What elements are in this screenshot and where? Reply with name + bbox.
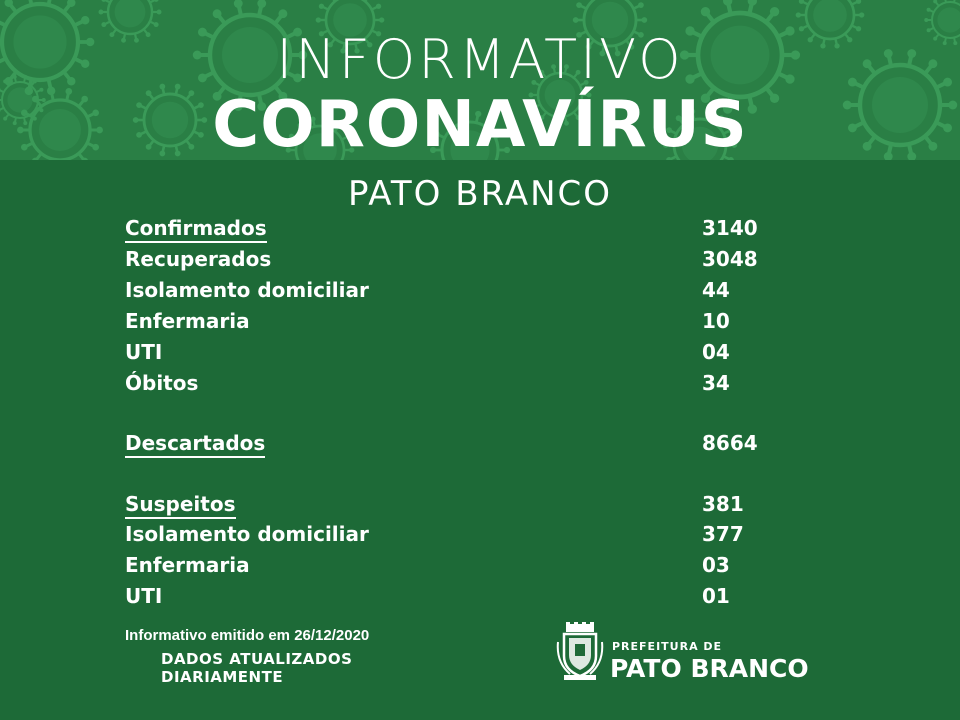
prefeitura-name: PATO BRANCO [610,654,809,683]
stat-row-susp-enfermaria [125,553,825,584]
stat-label: Confirmados [125,216,267,243]
stat-label: Enfermaria [125,553,250,577]
stat-row-confirmados [125,216,825,247]
city-name: PATO BRANCO [347,174,613,214]
update-notice [161,650,352,686]
city-crest-icon [556,622,604,682]
update-notice-line1: DADOS ATUALIZADOS [161,650,353,668]
stat-value: 3140 [702,216,758,240]
stat-value: 44 [702,278,730,302]
stat-row-enfermaria [125,309,825,340]
stat-row-uti [125,340,825,371]
stat-value: 34 [702,371,730,395]
stat-row-suspeitos [125,492,825,523]
prefeitura-label: PREFEITURA DE [612,640,723,653]
stat-label: Enfermaria [125,309,250,333]
stat-row-isolamento [125,278,825,309]
emission-date: Informativo emitido em 26/12/2020 [125,627,370,644]
stat-value: 10 [702,309,730,333]
stat-value: 381 [702,492,744,516]
stat-row-descartados [125,431,825,462]
stat-row-recuperados [125,247,825,278]
stat-value: 3048 [702,247,758,271]
stat-value: 01 [702,584,730,608]
stat-row-susp-uti [125,584,825,615]
stat-label: Descartados [125,431,265,458]
stat-value: 04 [702,340,730,364]
stat-label: Recuperados [125,247,272,271]
stat-label: Óbitos [125,371,199,395]
stat-row-susp-isolamento [125,522,825,553]
stat-value: 03 [702,553,730,577]
stat-label: UTI [125,340,163,364]
title-informativo: INFORMATIVO [276,28,684,91]
stat-value: 8664 [702,431,758,455]
stat-label: UTI [125,584,163,608]
stat-label: Suspeitos [125,492,236,519]
stat-row-obitos [125,371,825,402]
title-coronavirus: CORONAVÍRUS [212,88,748,162]
stat-value: 377 [702,522,744,546]
update-notice-line2: DIARIAMENTE [161,668,284,686]
stat-label: Isolamento domiciliar [125,522,369,546]
stat-label: Isolamento domiciliar [125,278,369,302]
